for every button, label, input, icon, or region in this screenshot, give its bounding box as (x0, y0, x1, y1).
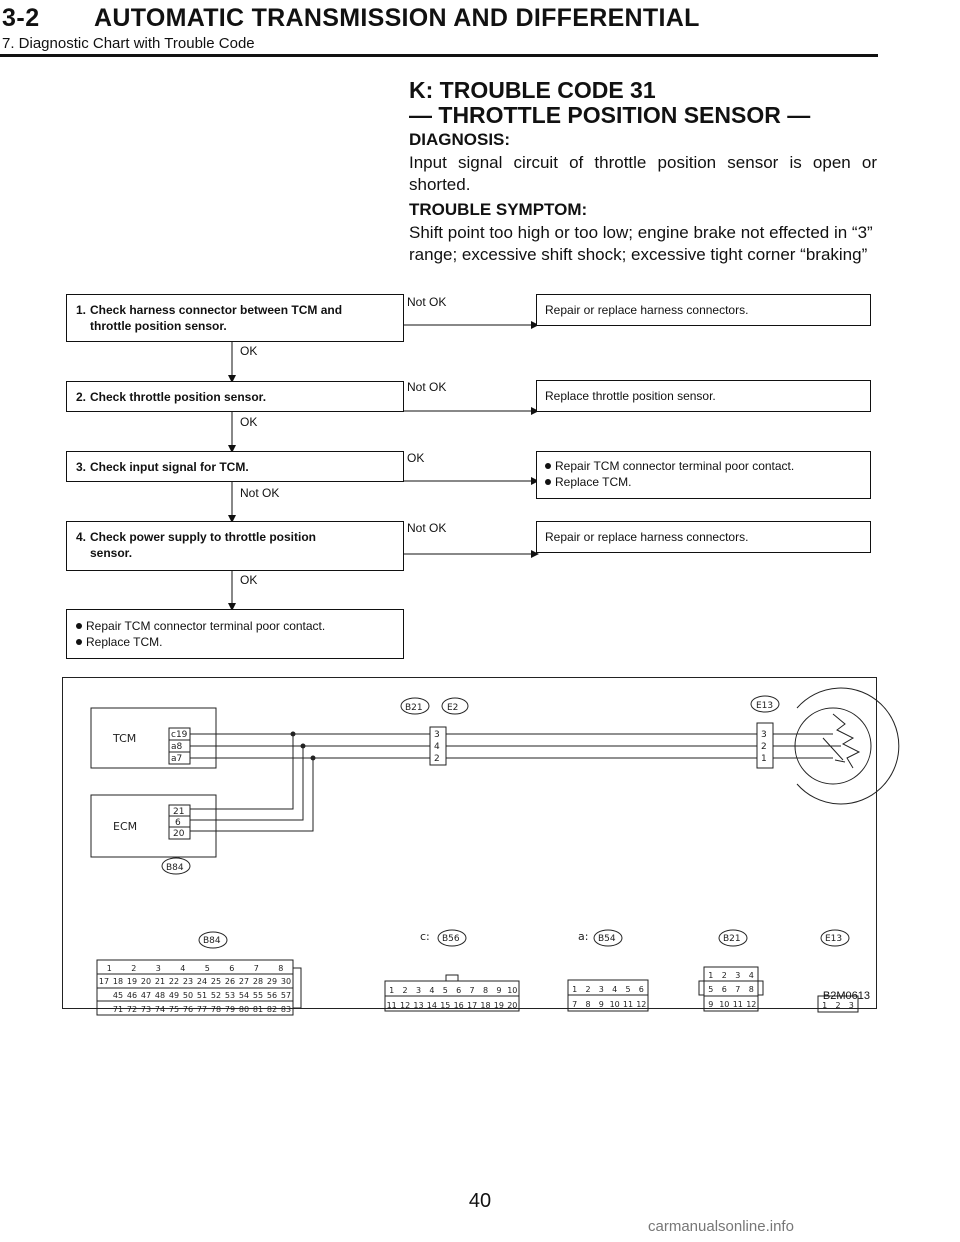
connector-pin-label: 72 (126, 1005, 138, 1014)
symptom-text: Shift point too high or too low; engine brake not effected in “3” range; excessive shift shock; excessive tight corner “braking” (409, 223, 873, 264)
bullet-icon (76, 623, 82, 629)
connector-pin-label: 7 (735, 985, 741, 994)
connector-pin-label: 46 (126, 991, 138, 1000)
connector-pin-label: 8 (585, 1000, 591, 1009)
connector-pin-label: 10 (507, 986, 518, 995)
connector-pin-label: 18 (480, 1001, 491, 1010)
svg-text:a:: a: (578, 930, 589, 943)
step-4-side-label: Not OK (407, 521, 447, 535)
final-action-item: Replace TCM. (76, 634, 393, 650)
step-1-number: 1. (76, 303, 87, 317)
connector-pin-label: 51 (196, 991, 208, 1000)
conn-e13-tag: E13 (825, 934, 843, 944)
connector-pin-label: 83 (280, 1005, 292, 1014)
connector-pin-label: 7 (253, 964, 259, 973)
figure-id: B2M0613 (822, 990, 870, 1002)
connector-pin-label: 79 (224, 1005, 236, 1014)
connector-pin-label: 75 (168, 1005, 180, 1014)
connector-pin-label: 25 (210, 977, 222, 986)
connector-pin-label: 15 (440, 1001, 451, 1010)
page-number: 40 (468, 1190, 492, 1212)
connector-pin-label: 20 (140, 977, 152, 986)
step-1-text-cont: throttle position sensor. (90, 319, 227, 333)
connector-pin-label: 3 (415, 986, 422, 995)
step-4-number: 4. (76, 530, 87, 544)
connector-pin-label: 55 (252, 991, 264, 1000)
connector-pin-label: 6 (638, 985, 644, 994)
connector-pin-label: 1 (389, 986, 395, 995)
connector-pin-label: 54 (238, 991, 250, 1000)
connector-pin-label: 5 (204, 964, 210, 973)
tag-b21: B21 (405, 703, 423, 713)
connector-pin-label: 73 (140, 1005, 152, 1014)
connector-pin-label: 17 (467, 1001, 478, 1010)
connector-pin-label: 30 (280, 977, 292, 986)
connector-pin-label: 1 (822, 1001, 828, 1010)
tcm-label: TCM (113, 732, 137, 745)
connector-pin-label: 28 (252, 977, 264, 986)
svg-text:c19: c19 (171, 730, 188, 740)
result-2-box: Replace throttle position sensor. (536, 380, 871, 412)
wiring-diagram-svg (63, 678, 876, 1014)
connector-pin-label: 8 (278, 964, 284, 973)
svg-text:a7: a7 (171, 754, 183, 764)
connector-pin-label: 19 (126, 977, 138, 986)
step-2-box (66, 381, 404, 412)
connector-pin-label: 5 (625, 985, 631, 994)
connector-pin-label: 74 (154, 1005, 166, 1014)
step-3-text: Check input signal for TCM. (90, 460, 249, 474)
connector-pin-label: 1 (708, 971, 714, 980)
svg-text:1: 1 (761, 754, 767, 764)
svg-text:2: 2 (434, 754, 440, 764)
connector-pin-label: 50 (182, 991, 194, 1000)
connector-pin-label: 82 (266, 1005, 278, 1014)
final-action-item: Repair TCM connector terminal poor contact. (76, 618, 393, 634)
wiring-diagram (62, 677, 877, 1014)
result-3-item: Replace TCM. (545, 474, 862, 490)
tag-b84: B84 (166, 863, 184, 873)
connector-pin-label: 49 (168, 991, 180, 1000)
conn-b54-tag: B54 (598, 934, 616, 944)
connector-pin-label: 52 (210, 991, 222, 1000)
svg-text:3: 3 (761, 730, 767, 740)
connector-pin-label: 77 (196, 1005, 208, 1014)
connector-pin-label: 19 (493, 1001, 504, 1010)
step-1-box (66, 294, 404, 342)
connector-pin-label: 4 (612, 985, 618, 994)
conn-b56-tag: B56 (442, 934, 460, 944)
connector-pin-label: 56 (266, 991, 278, 1000)
connector-pin-label: 2 (131, 964, 137, 973)
step-1-down-label: OK (240, 344, 258, 358)
page-subtitle: 7. Diagnostic Chart with Trouble Code (2, 35, 255, 52)
step-4-box (66, 521, 404, 571)
connector-pin-label: 1 (106, 964, 112, 973)
connector-pin-label: 3 (735, 971, 741, 980)
connector-pin-label: 29 (266, 977, 278, 986)
connector-pin-label: 7 (469, 986, 475, 995)
connector-pin-label: 23 (182, 977, 194, 986)
step-4-text-cont: sensor. (90, 546, 133, 560)
connector-pin-label: 12 (400, 1001, 411, 1010)
connector-pin-label: 6 (456, 986, 462, 995)
diagnosis-heading: DIAGNOSIS: (409, 130, 511, 149)
trouble-code-line2: — THROTTLE POSITION SENSOR — (409, 102, 811, 128)
step-4-text: Check power supply to throttle position (90, 530, 317, 544)
step-3-box (66, 451, 404, 482)
tag-e13: E13 (756, 701, 774, 711)
connector-pin-label: 45 (112, 991, 124, 1000)
connector-pin-label: 27 (238, 977, 250, 986)
svg-text:6: 6 (175, 818, 181, 828)
connector-pin-label: 14 (426, 1001, 437, 1010)
connector-pin-label: 21 (154, 977, 166, 986)
step-2-side-label: Not OK (407, 380, 447, 394)
connector-pin-label: 78 (210, 1005, 222, 1014)
connector-pin-label: 6 (229, 964, 235, 973)
connector-pin-label: 2 (402, 986, 408, 995)
connector-pin-label: 2 (835, 1001, 841, 1010)
section-number: 3-2 (2, 4, 40, 32)
final-action-box (66, 609, 404, 659)
connector-pin-label: 4 (180, 964, 186, 973)
connector-pin-label: 12 (636, 1000, 647, 1009)
connector-pin-label: 3 (848, 1001, 854, 1010)
connector-pin-label: 53 (224, 991, 236, 1000)
connector-pin-label: 11 (622, 1000, 634, 1009)
conn-b84-tag: B84 (203, 936, 221, 946)
result-3-item: Repair TCM connector terminal poor contact. (545, 458, 862, 474)
connector-pin-label: 10 (719, 1000, 730, 1009)
connector-pin-label: 11 (732, 1000, 743, 1009)
step-3-side-label: OK (407, 451, 425, 465)
watermark: carmanualsonline.info (648, 1218, 794, 1235)
connector-pin-label: 8 (482, 986, 489, 995)
connector-pin-label: 57 (280, 991, 292, 1000)
result-1-box: Repair or replace harness connectors. (536, 294, 871, 326)
svg-text:4: 4 (434, 742, 440, 752)
connector-pin-label: 12 (746, 1000, 757, 1009)
connector-pin-label: 71 (112, 1005, 124, 1014)
ecm-label: ECM (113, 820, 138, 833)
trouble-code-line1: K: TROUBLE CODE 31 (409, 77, 656, 103)
connector-pin-label: 22 (168, 977, 180, 986)
step-2-text: Check throttle position sensor. (90, 390, 267, 404)
connector-pin-label: 5 (442, 986, 448, 995)
bullet-icon (76, 639, 82, 645)
bullet-icon (545, 463, 551, 469)
connector-pin-label: 4 (429, 986, 435, 995)
svg-text:a8: a8 (171, 742, 183, 752)
connector-pin-label: 48 (154, 991, 166, 1000)
result-3-box (536, 451, 871, 499)
connector-pin-label: 9 (708, 1000, 714, 1009)
connector-pin-label: 17 (98, 977, 110, 986)
connector-pin-label: 8 (748, 985, 754, 994)
step-1-text: Check harness connector between TCM and (90, 303, 343, 317)
connector-pin-label: 1 (572, 985, 578, 994)
result-4-box: Repair or replace harness connectors. (536, 521, 871, 553)
step-2-number: 2. (76, 390, 87, 404)
connector-pin-label: 11 (386, 1001, 397, 1010)
connector-pin-label: 47 (140, 991, 152, 1000)
step-2-down-label: OK (240, 415, 258, 429)
connector-pin-label: 24 (196, 977, 208, 986)
connector-pin-label: 18 (112, 977, 124, 986)
symptom-heading: TROUBLE SYMPTOM: (409, 200, 588, 219)
step-3-number: 3. (76, 460, 87, 474)
connector-pin-label: 7 (572, 1000, 578, 1009)
connector-pin-label: 5 (708, 985, 714, 994)
svg-text:c:: c: (420, 930, 430, 943)
tag-e2: E2 (447, 703, 459, 713)
connector-pin-label: 16 (453, 1001, 464, 1010)
connector-pin-label: 81 (252, 1005, 264, 1014)
connector-pin-label: 9 (496, 986, 502, 995)
connector-pin-label: 10 (609, 1000, 620, 1009)
svg-text:3: 3 (434, 730, 440, 740)
diagnosis-text: Input signal circuit of throttle position sensor is open or shorted. (409, 153, 877, 194)
connector-pin-label: 26 (224, 977, 236, 986)
connector-pin-label: 3 (155, 964, 161, 973)
connector-pin-label: 2 (721, 971, 727, 980)
connector-pin-label: 76 (182, 1005, 194, 1014)
connector-pin-label: 13 (413, 1001, 424, 1010)
svg-text:20: 20 (173, 829, 185, 839)
connector-pin-label: 80 (238, 1005, 250, 1014)
conn-b21-tag: B21 (723, 934, 741, 944)
connector-pin-label: 4 (748, 971, 754, 980)
connector-pin-label: 20 (507, 1001, 518, 1010)
step-4-down-label: OK (240, 573, 258, 587)
step-3-down-label: Not OK (240, 486, 280, 500)
connector-pin-label: 2 (585, 985, 591, 994)
bullet-icon (545, 479, 551, 485)
page-title: AUTOMATIC TRANSMISSION AND DIFFERENTIAL (94, 4, 700, 32)
connector-pin-label: 6 (721, 985, 727, 994)
svg-text:21: 21 (173, 807, 185, 817)
svg-text:2: 2 (761, 742, 767, 752)
connector-pin-label: 9 (598, 1000, 604, 1009)
connector-pin-label: 3 (598, 985, 604, 994)
step-1-side-label: Not OK (407, 295, 447, 309)
